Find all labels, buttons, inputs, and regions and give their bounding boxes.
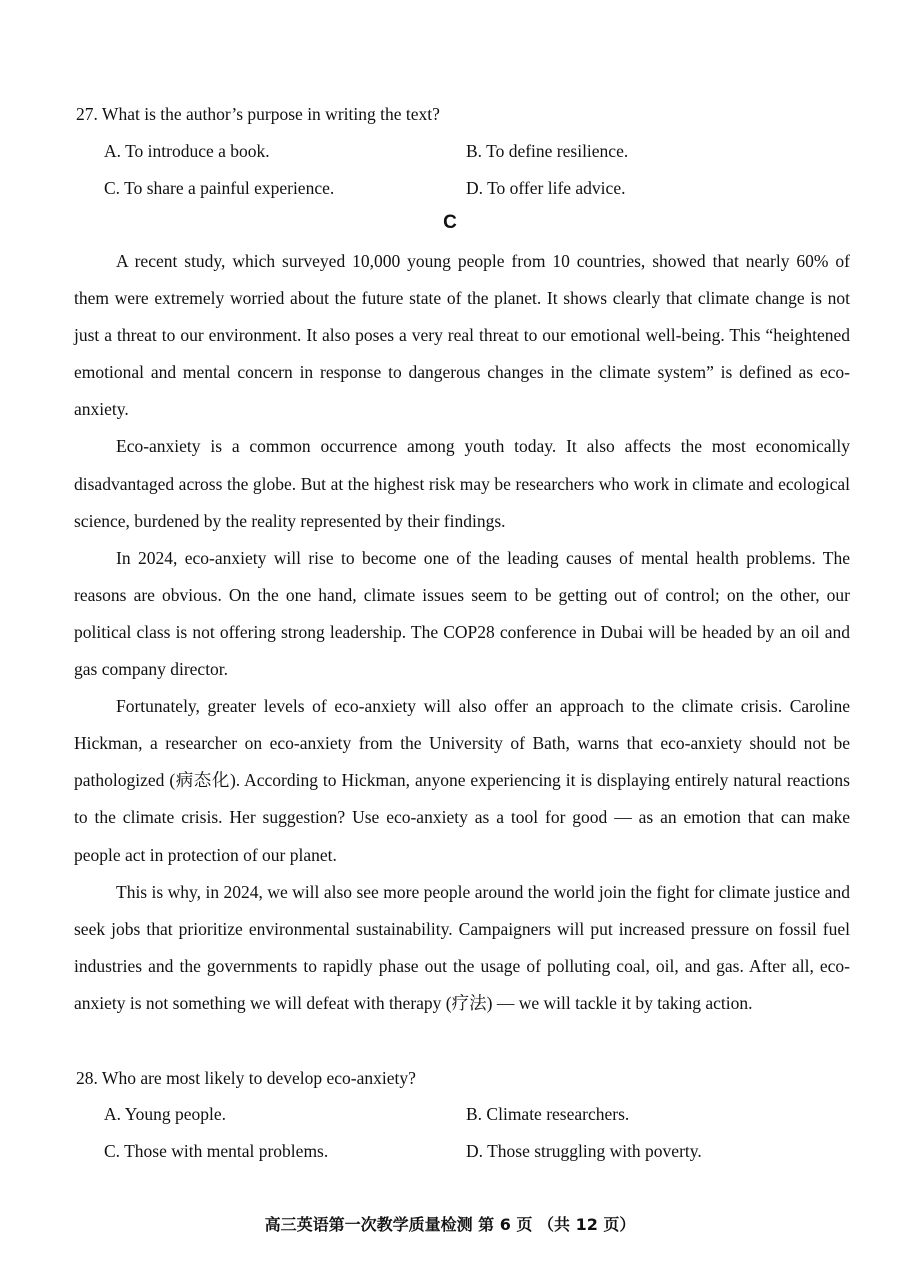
question-27-option-d: D. To offer life advice. — [466, 178, 626, 198]
section-label: C — [443, 212, 457, 233]
question-28-option-d: D. Those struggling with poverty. — [466, 1141, 702, 1161]
page-footer: 高三英语第一次教学质量检测 第 6 页 （共 12 页） — [264, 1215, 636, 1234]
passage-paragraph-2: Eco-anxiety is a common occurrence among youth today. It also affects the most economically disadvantaged across the globe. But at the highest risk may be researchers who work in climate and ecological science, burdened by the reality represented by their findings. — [74, 436, 850, 531]
question-27-stem: 27. What is the author’s purpose in writing the text? — [76, 104, 440, 124]
question-28-stem: 28. Who are most likely to develop eco-anxiety? — [76, 1068, 416, 1088]
question-28-option-a: A. Young people. — [104, 1104, 227, 1124]
passage-paragraph-4: Fortunately, greater levels of eco-anxiety will also offer an approach to the climate crisis. Caroline Hickman, a researcher on eco-anxiety from the University of Bath, warns that eco-anxiety should not be pathologized (病态化). According to Hickman, anyone experiencing it is displaying entirely natural reactions to the climate crisis. Her suggestion? Use eco-anxiety as a tool for good — as an emotion that can make people act in protection of our planet. — [74, 696, 850, 865]
question-27-option-a: A. To introduce a book. — [104, 141, 270, 161]
question-27-option-c: C. To share a painful experience. — [104, 178, 335, 198]
passage-paragraph-3: In 2024, eco-anxiety will rise to become one of the leading causes of mental health problems. The reasons are obvious. On the one hand, climate issues seem to be getting out of control; on the other, our political class is not offering strong leadership. The COP28 conference in Dubai will be headed by an oil and gas company director. — [74, 547, 850, 680]
passage-paragraph-5: This is why, in 2024, we will also see more people around the world join the fight for climate justice and seek jobs that prioritize environmental sustainability. Campaigners will put increased pressure on fossil fuel industries and the governments to rapidly phase out the usage of polluting coal, oil, and gas. After all, eco-anxiety is not something we will defeat with therapy (疗法) — we will tackle it by taking action. — [74, 881, 850, 1013]
passage-paragraph-1: A recent study, which surveyed 10,000 young people from 10 countries, showed that nearly 60% of them were extremely worried about the future state of the planet. It shows clearly that climate change is not just a threat to our environment. It also poses a very real threat to our emotional well-being. This “heightened emotional and mental concern in response to dangerous changes in the climate system” is defined as eco-anxiety. — [74, 251, 850, 420]
reading-passage — [74, 243, 850, 1022]
question-28-option-b: B. Climate researchers. — [466, 1104, 630, 1124]
question-28-option-c: C. Those with mental problems. — [104, 1141, 329, 1161]
question-27-option-b: B. To define resilience. — [466, 141, 629, 161]
